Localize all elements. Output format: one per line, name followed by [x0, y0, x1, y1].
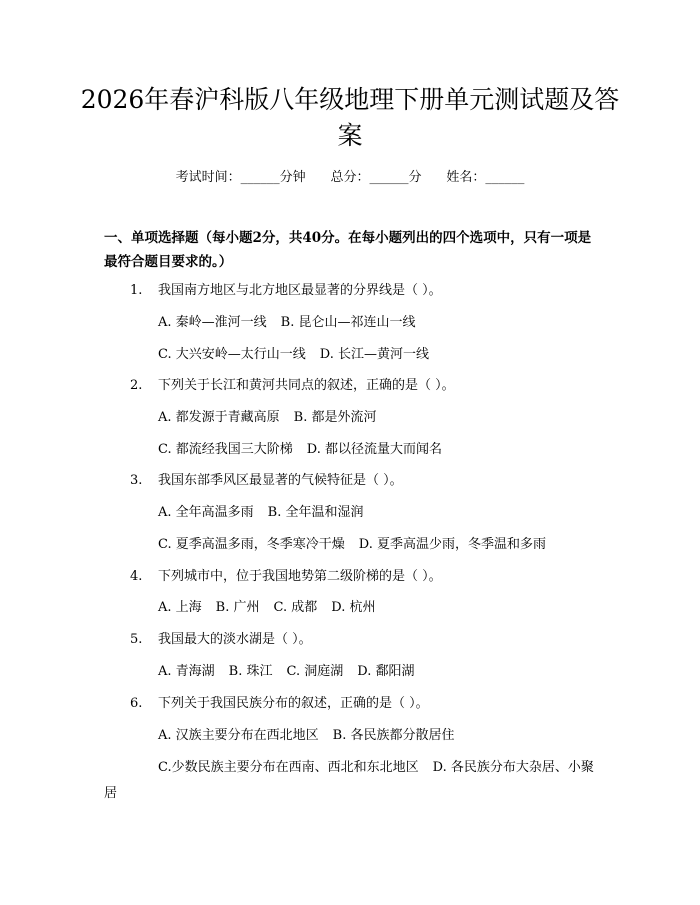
option-d: D. 杭州	[331, 600, 376, 615]
question-text: 我国东部季风区最显著的气候特征是（ ）。	[158, 473, 403, 488]
question-2-options-row-2	[158, 440, 456, 460]
question-text: 我国南方地区与北方地区最显著的分界线是（ ）。	[158, 283, 442, 298]
option-a: A. 汉族主要分布在西北地区	[158, 728, 319, 743]
time-label: 考试时间：	[175, 170, 241, 185]
question-number: 1.	[130, 283, 143, 298]
question-1-options-row-1	[158, 313, 429, 333]
option-d: D. 长江—黄河一线	[319, 347, 429, 362]
question-text: 下列关于我国民族分布的叙述，正确的是（ ）。	[158, 696, 429, 711]
name-label: 姓名：	[446, 170, 486, 185]
question-4	[130, 567, 442, 587]
question-number: 4.	[130, 569, 143, 584]
question-5-options	[158, 662, 428, 682]
option-d: D. 都以径流量大而闻名	[306, 442, 442, 457]
option-c: C. 大兴安岭—太行山一线	[158, 347, 306, 362]
option-c: C. 都流经我国三大阶梯	[158, 442, 293, 457]
question-6	[130, 694, 429, 714]
question-3	[130, 471, 403, 491]
question-number: 6.	[130, 696, 143, 711]
question-1-options-row-2	[158, 345, 443, 365]
time-blank: ______	[240, 170, 280, 185]
exam-info-line	[0, 168, 700, 188]
option-d: D. 各民族分布大杂居、小聚居	[104, 760, 594, 801]
option-a: A. 秦岭—淮河一线	[158, 315, 267, 330]
option-a: A. 青海湖	[158, 664, 215, 679]
option-b: B. 珠江	[228, 664, 273, 679]
question-text: 下列关于长江和黄河共同点的叙述，正确的是（ ）。	[158, 378, 455, 393]
option-b: B. 全年温和湿润	[267, 505, 364, 520]
question-text: 下列城市中，位于我国地势第二级阶梯的是（ ）。	[158, 569, 442, 584]
question-2	[130, 376, 455, 396]
score-blank: ______	[369, 170, 409, 185]
question-2-options-row-1	[158, 408, 390, 428]
option-b: B. 都是外流河	[293, 410, 377, 425]
option-b: B. 昆仑山—祁连山一线	[280, 315, 416, 330]
score-label: 总分：	[330, 170, 370, 185]
question-number: 2.	[130, 378, 143, 393]
question-text: 我国最大的淡水湖是（ ）。	[158, 632, 312, 647]
question-6-options-row-1	[158, 726, 468, 746]
option-a: A. 都发源于青藏高原	[158, 410, 280, 425]
option-c: C. 夏季高温多雨，冬季寒冷干燥	[158, 537, 345, 552]
question-3-options-row-2	[158, 535, 560, 555]
option-a: A. 全年高温多雨	[158, 505, 254, 520]
score-unit: 分	[408, 170, 422, 185]
option-d: D. 鄱阳湖	[357, 664, 415, 679]
question-number: 3.	[130, 473, 143, 488]
option-d: D. 夏季高温少雨，冬季温和多雨	[358, 537, 546, 552]
section-title: 一、单项选择题（每小题2分，共40分。在每小题列出的四个选项中，只有一项是最符合题目要求的。）	[104, 230, 592, 270]
question-number: 5.	[130, 632, 143, 647]
question-4-options	[158, 598, 389, 618]
option-c: C. 洞庭湖	[286, 664, 344, 679]
question-5	[130, 630, 312, 650]
option-c: C.少数民族主要分布在西南、西北和东北地区	[158, 760, 419, 775]
page-title: 2026年春沪科版八年级地理下册单元测试题及答案	[80, 85, 620, 150]
option-c: C. 成都	[273, 600, 318, 615]
question-3-options-row-1	[158, 503, 377, 523]
question-1	[130, 281, 442, 301]
question-6-options-row-2	[104, 755, 604, 807]
name-blank: ______	[485, 170, 525, 185]
time-unit: 分钟	[279, 170, 306, 185]
option-a: A. 上海	[158, 600, 202, 615]
option-b: B. 各民族都分散居住	[332, 728, 455, 743]
option-b: B. 广州	[215, 600, 260, 615]
